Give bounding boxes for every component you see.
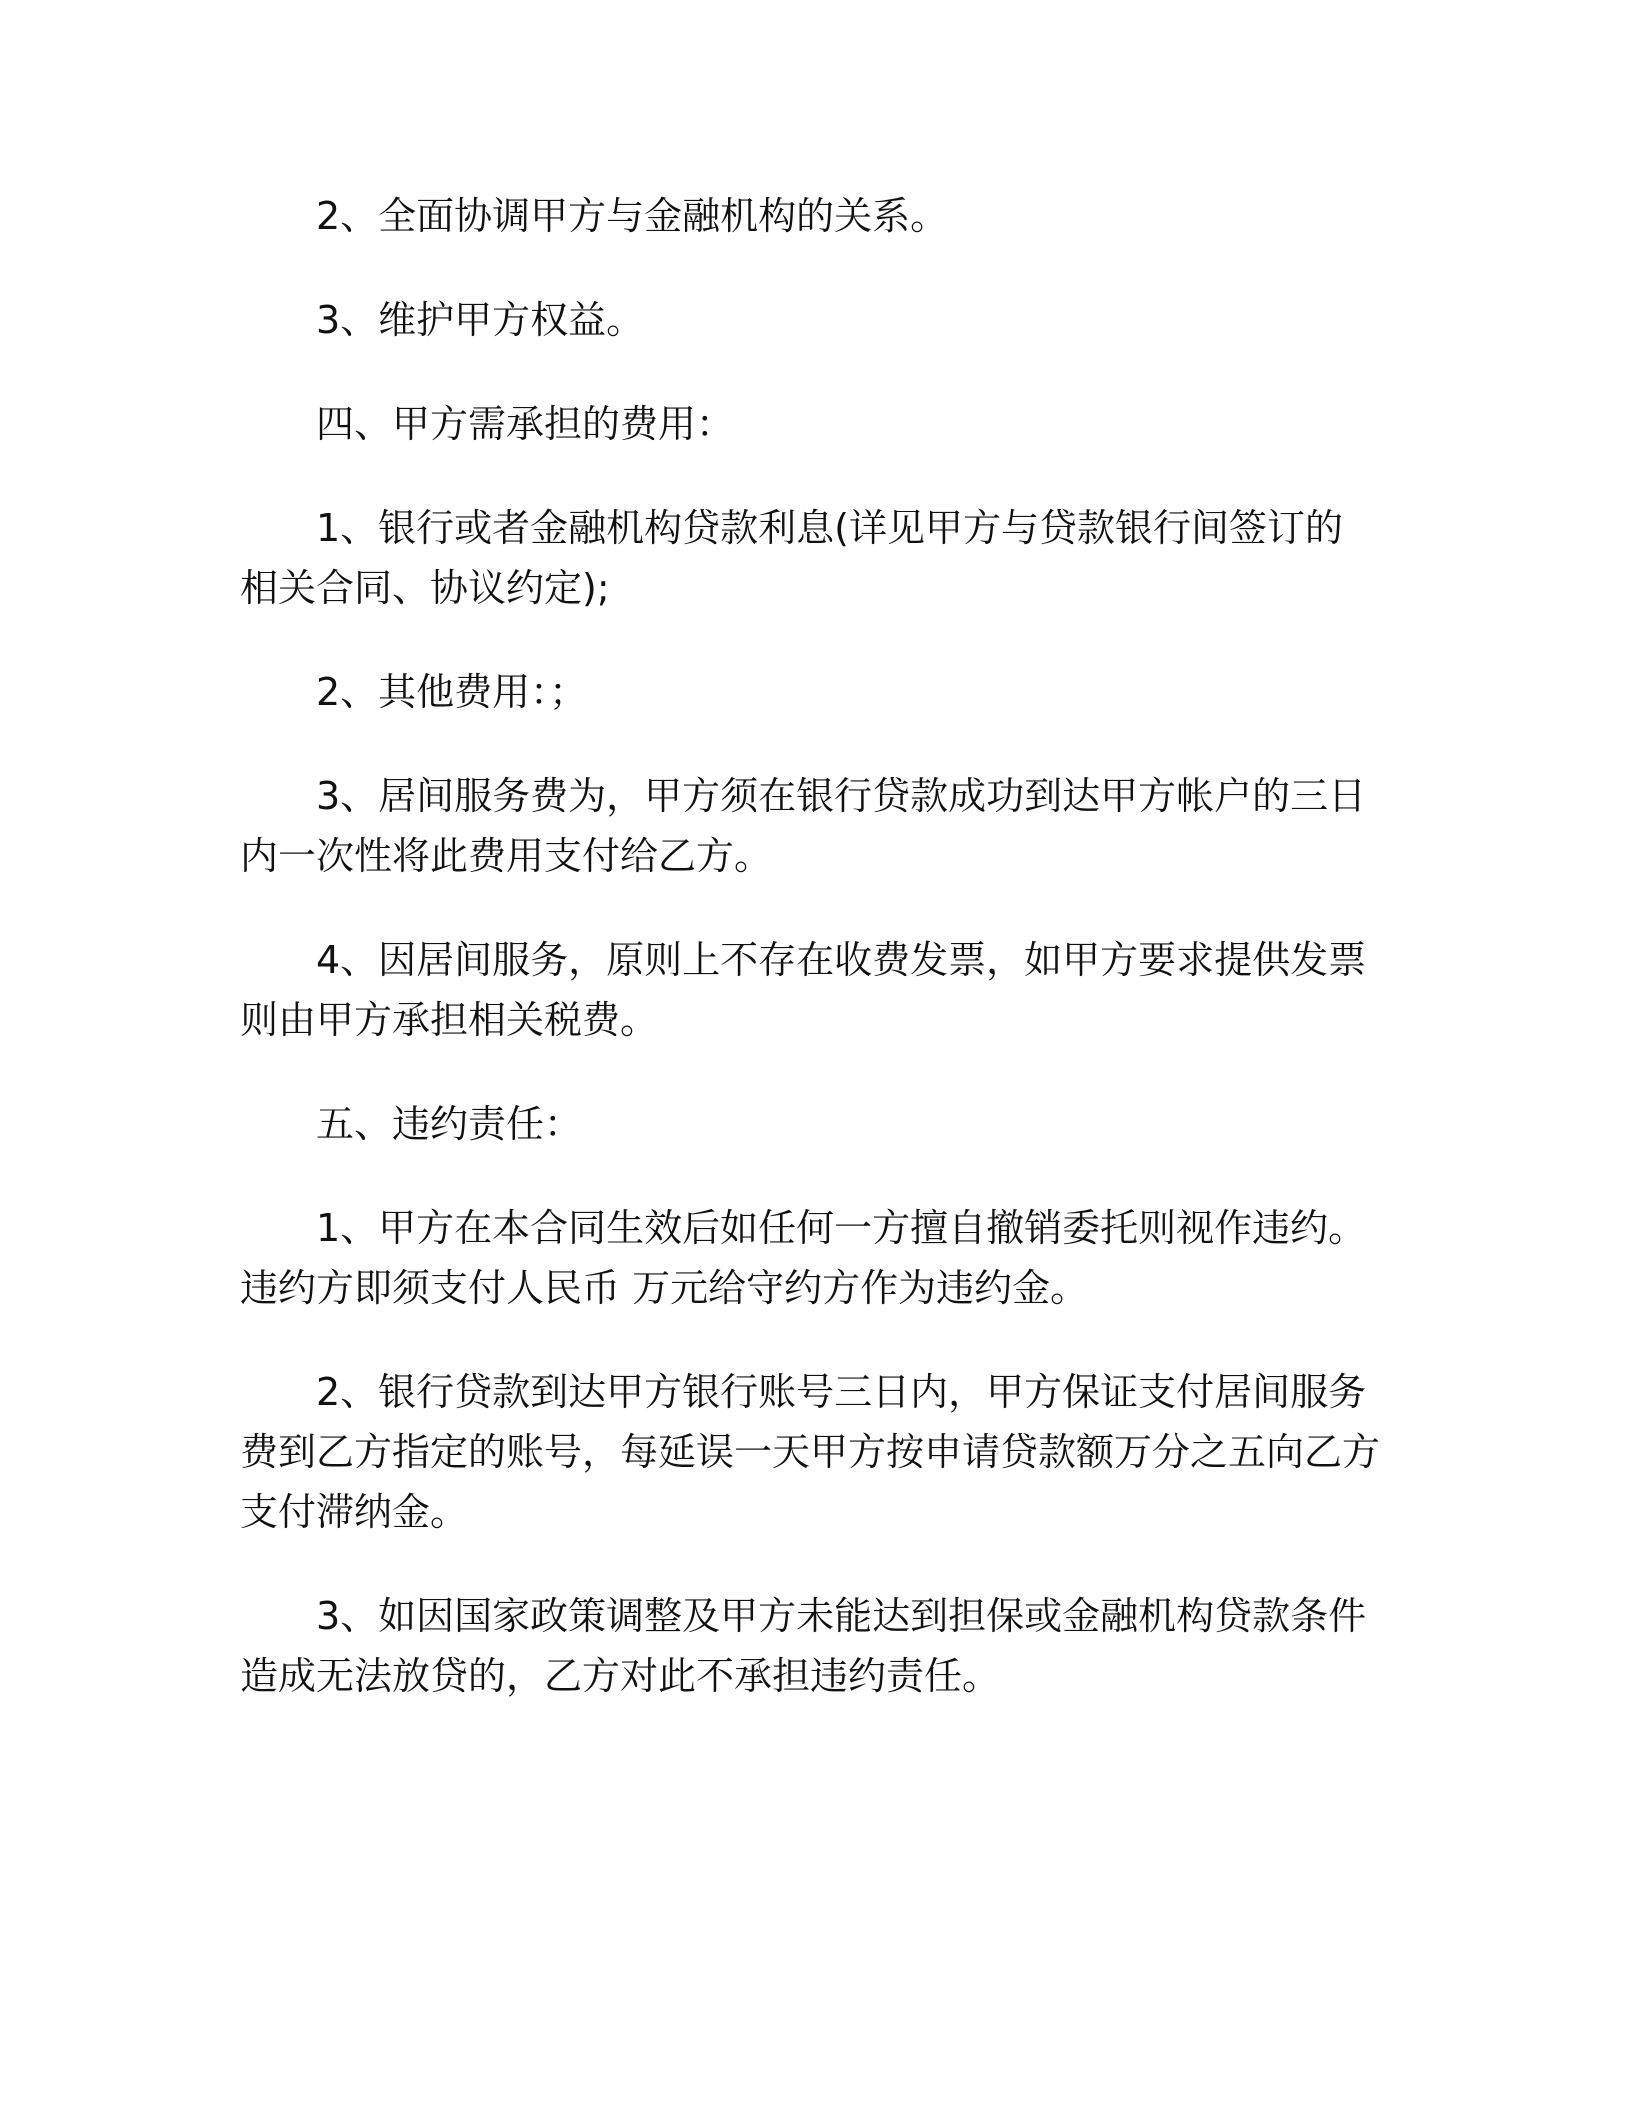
paragraph-loan-interest: 1、银行或者金融机构贷款利息(详见甲方与贷款银行间签订的相关合同、协议约定); (240, 506, 1344, 610)
paragraph-service-fee: 3、居间服务费为，甲方须在银行贷款成功到达甲方帐户的三日内一次性将此费用支付给乙方。 (240, 774, 1367, 878)
paragraph-breach-penalty: 1、甲方在本合同生效后如任何一方擅自撤销委托则视作违约。违约方即须支付人民币 万元给守约方作为违约金。 (240, 1206, 1367, 1310)
section-heading-fees: 四、甲方需承担的费用： (316, 402, 735, 446)
paragraph-policy-exemption: 3、如因国家政策调整及甲方未能达到担保或金融机构贷款条件造成无法放贷的，乙方对此不承担违约责任。 (240, 1594, 1367, 1698)
paragraph-invoice: 4、因居间服务，原则上不存在收费发票，如甲方要求提供发票则由甲方承担相关税费。 (240, 938, 1367, 1042)
section-heading-liability: 五、违约责任： (316, 1102, 583, 1146)
paragraph-late-fee: 2、银行贷款到达甲方银行账号三日内，甲方保证支付居间服务费到乙方指定的账号，每延误一天甲方按申请贷款额万分之五向乙方支付滞纳金。 (240, 1370, 1381, 1534)
document-body (240, 186, 1380, 1750)
paragraph-other-fees: 2、其他费用：； (316, 670, 588, 714)
paragraph-coordinate-relations: 2、全面协调甲方与金融机构的关系。 (316, 194, 949, 238)
paragraph-protect-rights: 3、维护甲方权益。 (316, 298, 645, 342)
